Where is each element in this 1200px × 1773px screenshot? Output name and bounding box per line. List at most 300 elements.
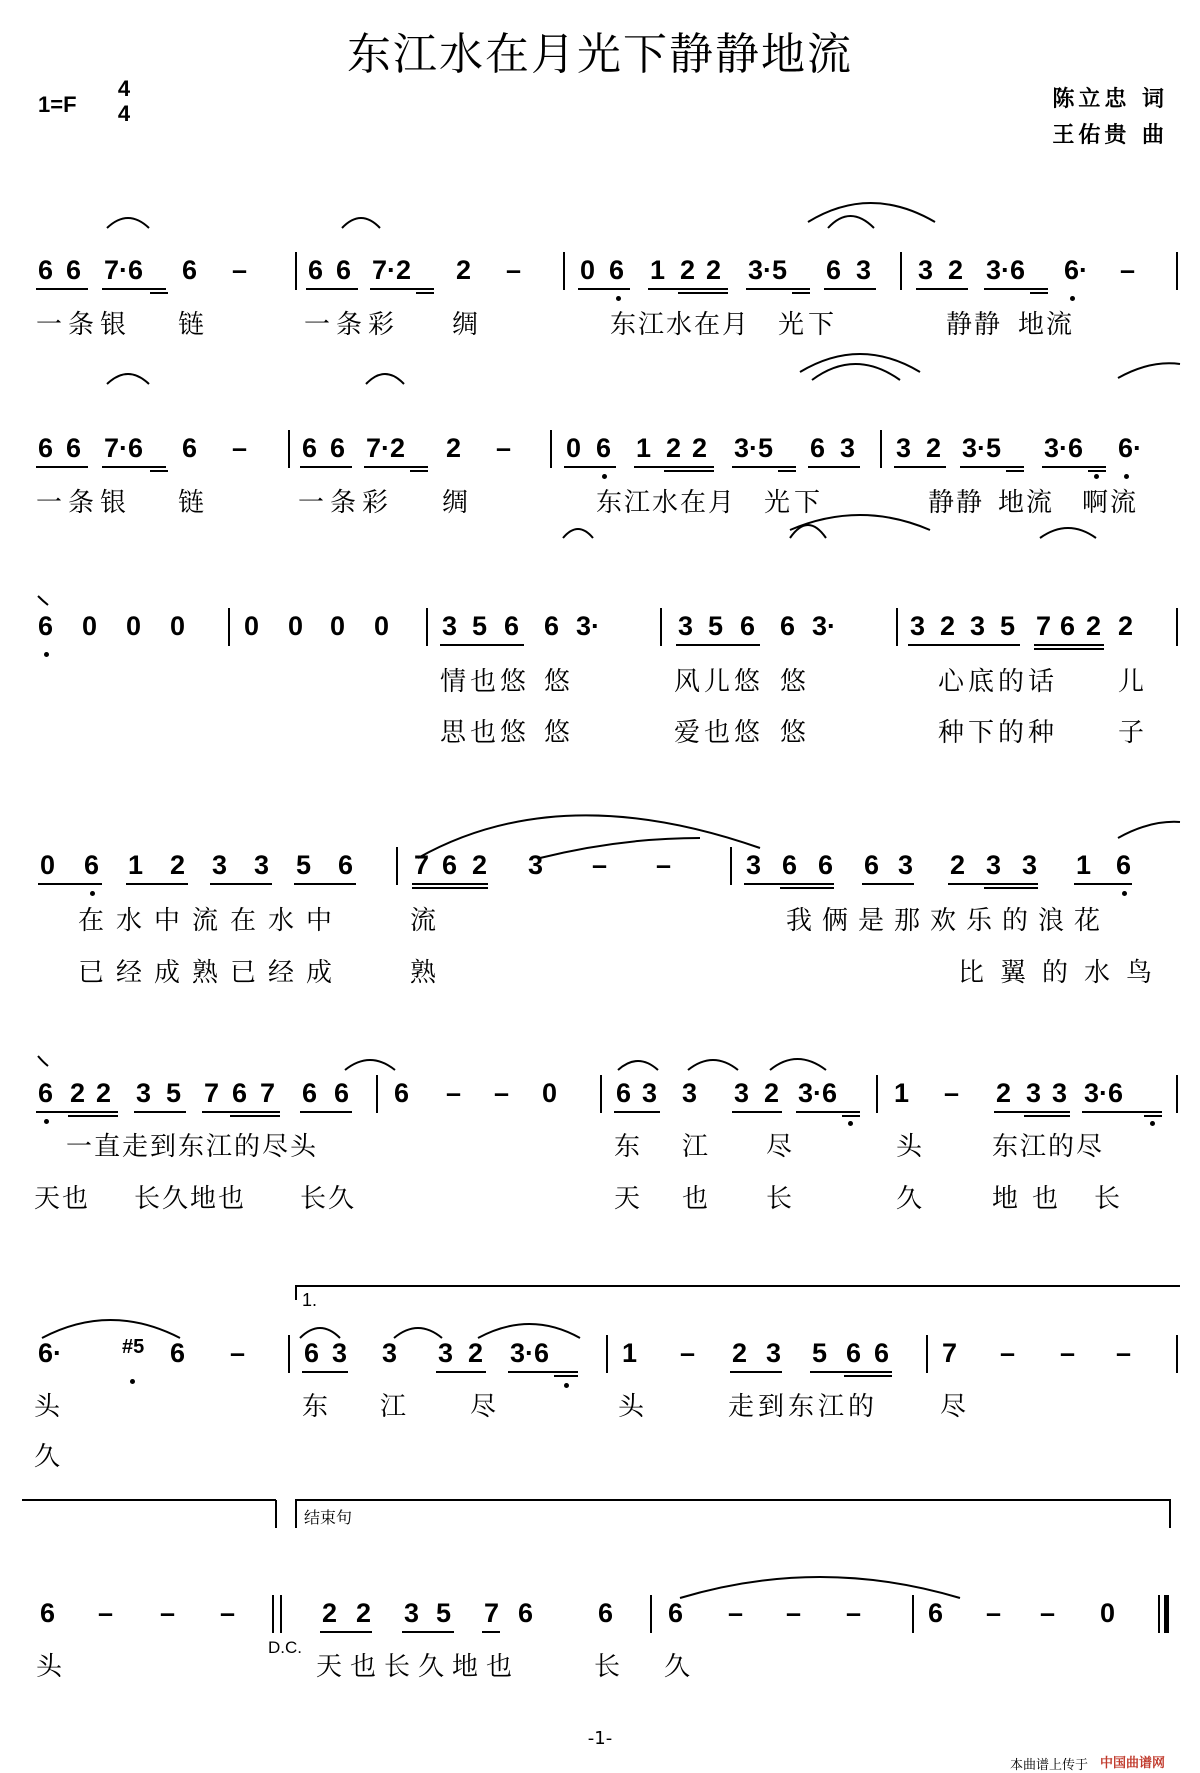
lyric: 子 [1118,718,1145,748]
note: 0 [82,611,98,641]
sixteenth-beam [1144,1115,1162,1117]
note: 2 [706,255,722,285]
sixteenth-beam [664,470,714,472]
dash: – [944,1078,960,1108]
eighth-beam [824,288,876,290]
note: 3 [986,850,1002,880]
note: 3 [682,1078,698,1108]
note: 2 [70,1078,86,1108]
note: 6 [182,433,198,463]
note: 6 [1116,850,1132,880]
note: 6 [302,433,318,463]
note: 0 [288,611,304,641]
lyric: 链 [178,488,205,518]
lyric: 东 [614,1132,641,1162]
low-octave-dot [1094,474,1099,479]
dash: – [496,433,512,463]
lyric: 一条彩 [304,310,401,340]
eighth-beam [634,466,714,468]
low-octave-dot [130,1379,135,1384]
note: 3·6 [986,255,1026,285]
low-octave-dot [1070,296,1075,301]
eighth-beam [894,466,946,468]
note: 7·2 [366,433,406,463]
note: 7·2 [372,255,412,285]
lyric: 已经成熟已经成 [78,958,345,988]
eighth-beam [300,1111,352,1113]
eighth-beam [732,466,796,468]
eighth-beam [916,288,968,290]
note: 3 [332,1338,348,1368]
note: 2 [170,850,186,880]
lyric: 心底的话 [938,667,1059,697]
barline [1176,1075,1178,1113]
note: 6 [818,850,834,880]
dash: – [230,1338,246,1368]
ending-section-label: 结束句 [304,1508,353,1527]
low-octave-dot [44,1119,49,1124]
note: 3 [382,1338,398,1368]
dash: – [656,850,672,880]
eighth-beam [36,288,88,290]
lyric: 头 [618,1392,645,1422]
lyric: 头 [34,1392,61,1422]
lyric: 久 [896,1184,923,1214]
note: 3·6 [1084,1078,1124,1108]
lyric: 久 [34,1442,61,1472]
eighth-beam [300,466,352,468]
lyric: 悠 [544,718,571,748]
lyric: 尽 [766,1132,793,1162]
dc-mark: D.C. [268,1638,302,1657]
note: 2 [732,1338,748,1368]
lyric: 长久地也 [134,1184,247,1214]
lyric: 一条银 [36,310,133,340]
note: 7·6 [104,255,144,285]
site-logo-text: 中国曲谱网 [1100,1756,1166,1771]
lyric: 走到东江的 [728,1392,879,1422]
note: 6 [38,433,54,463]
note: 6 [38,1078,54,1108]
final-barline [1164,1595,1169,1633]
eighth-beam [648,288,728,290]
low-octave-dot [1124,474,1129,479]
note: 2 [456,255,472,285]
note: 2 [322,1598,338,1628]
eighth-beam [578,288,630,290]
eighth-beam [102,288,166,290]
low-octave-dot [90,891,95,896]
note: 2 [948,255,964,285]
eighth-beam [36,1111,118,1113]
note: 2 [666,433,682,463]
eighth-beam [908,644,1020,646]
lyric: 悠 [780,718,807,748]
eighth-beam [364,466,428,468]
note: 6 [182,255,198,285]
note: 0 [126,611,142,641]
note: 6 [740,611,756,641]
note: 6 [302,1078,318,1108]
eighth-beam [730,1371,782,1373]
note: 2 [996,1078,1012,1108]
eighth-beam [440,644,524,646]
note: 6· [38,1338,63,1368]
dash: – [232,255,248,285]
sixteenth-beam [554,1375,578,1377]
barline [876,1075,878,1113]
low-octave-dot [848,1121,853,1126]
dash: – [592,850,608,880]
barline [426,608,428,646]
double-barline [280,1595,282,1633]
sixteenth-beam [68,1115,118,1117]
lyric: 比翼的水鸟 [958,958,1169,988]
lyric: 地流 [998,488,1055,518]
note: 0 [244,611,260,641]
note: 6· [1064,255,1089,285]
note: 5 [166,1078,182,1108]
note: 2 [356,1598,372,1628]
eighth-beam [1074,883,1132,885]
dash: – [160,1598,176,1628]
dash: – [1040,1598,1056,1628]
barline [880,430,882,468]
note: 2 [96,1078,112,1108]
lyric: 东江的尽 [992,1132,1105,1162]
note: 6 [38,255,54,285]
note: 3 [136,1078,152,1108]
note: 2 [950,850,966,880]
note: 5 [436,1598,452,1628]
note: 6 [232,1078,248,1108]
eighth-beam [436,1371,486,1373]
sixteenth-beam [416,292,434,294]
low-octave-dot [1122,891,1127,896]
eighth-beam [746,288,810,290]
note: 1 [650,255,666,285]
eighth-beam [126,883,188,885]
sixteenth-beam [150,470,168,472]
rest: 0 [542,1078,558,1108]
eighth-beam [808,466,860,468]
sixteenth-beam [1024,1115,1070,1117]
key-signature: 1=F [38,92,77,117]
note: 6 [810,433,826,463]
note: 6 [518,1598,534,1628]
sixteenth-beam [678,292,728,294]
low-octave-dot [1150,1121,1155,1126]
double-barline [272,1595,274,1633]
dash: – [1120,255,1136,285]
note: 6 [394,1078,410,1108]
note: 2 [926,433,942,463]
lyric: 头 [896,1132,923,1162]
note: 6 [544,611,560,641]
note: 6 [336,255,352,285]
eighth-beam [744,883,834,885]
lyric: 种下的种 [938,718,1059,748]
dash: – [986,1598,1002,1628]
note: 6 [1060,611,1076,641]
lyric: 一条银 [36,488,133,518]
note: 3 [910,611,926,641]
eighth-beam [412,883,488,885]
barline [228,608,230,646]
dash: – [446,1078,462,1108]
low-octave-dot [602,474,607,479]
sixteenth-beam [150,292,168,294]
lyric: 悠 [544,667,571,697]
lyric: 也 [682,1184,709,1214]
note: 1 [128,850,144,880]
sixteenth-beam [984,887,1038,889]
note: 0 [330,611,346,641]
low-octave-dot [564,1383,569,1388]
lyric: 光下 [778,310,839,340]
lyric: 一条彩 [298,488,395,518]
barline [295,252,297,290]
dash: – [232,433,248,463]
note: 2 [446,433,462,463]
note: 5 [812,1338,828,1368]
note: 3 [766,1338,782,1368]
barline [730,847,732,885]
note: 1 [894,1078,910,1108]
page-number: -1- [587,1728,613,1749]
note: 3 [970,611,986,641]
dash: – [1060,1338,1076,1368]
dash: – [506,255,522,285]
note: 6 [38,611,54,641]
lyric: 地也 [992,1184,1073,1214]
eighth-beam [948,883,1038,885]
note: 3 [746,850,762,880]
note: 3·6 [510,1338,550,1368]
note: 3 [442,611,458,641]
barline [1176,608,1178,646]
lyric: 我俩是那欢乐的浪花 [786,906,1111,936]
sixteenth-beam [792,292,810,294]
note: 3 [918,255,934,285]
lyric: 悠 [780,667,807,697]
lyric: 久 [664,1652,691,1682]
note: 3·6 [1044,433,1084,463]
barline [900,252,902,290]
note: 0 [170,611,186,641]
barline [288,430,290,468]
note: 6 [780,611,796,641]
note: 3 [212,850,228,880]
note: 6 [928,1598,944,1628]
note: 6 [66,433,82,463]
note: 6 [782,850,798,880]
dash: – [1000,1338,1016,1368]
note: 1 [622,1338,638,1368]
note: 6 [609,255,625,285]
lyric: 长久 [300,1184,357,1214]
eighth-beam [1082,1111,1162,1113]
lyric: 在水中流在水中 [78,906,345,936]
lyricist-credit: 陈立忠 词 [1052,86,1168,112]
note: 0 [40,850,56,880]
eighth-beam [102,466,166,468]
lyric: 静静 [946,310,1003,340]
eighth-beam [306,288,358,290]
lyric: 长 [1094,1184,1121,1214]
note: 3 [1022,850,1038,880]
barline [606,1335,608,1373]
dash: – [728,1598,744,1628]
lyric: 江 [380,1392,407,1422]
lyric: 一直走到东江的尽头 [66,1132,319,1162]
note: 3 [678,611,694,641]
barline [1176,252,1178,290]
eighth-beam [38,883,102,885]
note: 1 [1076,850,1092,880]
note: 7 [942,1338,958,1368]
note: 2 [1086,611,1102,641]
barline [1176,1335,1178,1373]
sixteenth-beam [410,470,428,472]
note: 6 [596,433,612,463]
note: 6 [442,850,458,880]
sixteenth-beam [1006,470,1024,472]
note: 3 [840,433,856,463]
lyric: 尽 [940,1392,967,1422]
lyric: 长 [594,1652,621,1682]
note: 5 [708,611,724,641]
lyric: 尽 [470,1392,497,1422]
note: 6 [308,255,324,285]
note: 3 [528,850,544,880]
note: 3· [812,611,837,641]
note: 6 [334,1078,350,1108]
eighth-beam [984,288,1048,290]
lyric: 熟 [410,958,437,988]
lyric: 爱也悠 [674,718,765,748]
note: 6· [1118,433,1143,463]
note: 6 [846,1338,862,1368]
eighth-beam [614,1111,660,1113]
lyric: 头 [36,1652,63,1682]
sixteenth-beam [844,1375,892,1377]
lyric: 啊流 [1082,488,1139,518]
note: 6 [66,255,82,285]
barline [376,1075,378,1113]
note: 3 [896,433,912,463]
note: 7 [260,1078,276,1108]
eighth-beam [134,1111,186,1113]
note: 6 [504,611,520,641]
lyric: 绸 [452,310,479,340]
note: 5 [296,850,312,880]
note: 2 [472,850,488,880]
eighth-beam [1034,644,1104,646]
eighth-beam [508,1371,578,1373]
note: 3 [438,1338,454,1368]
eighth-beam [862,883,914,885]
dash: – [220,1598,236,1628]
final-barline [1158,1595,1160,1633]
dash: – [1116,1338,1132,1368]
barline [288,1335,290,1373]
eighth-beam [302,1371,348,1373]
note: 3 [642,1078,658,1108]
dash: – [786,1598,802,1628]
note: 2 [764,1078,780,1108]
upload-note: 本曲谱上传于 [1010,1758,1089,1773]
note: 3·5 [748,255,788,285]
note: 3 [1052,1078,1068,1108]
lyric: 光下 [764,488,825,518]
sixteenth-beam [842,1115,860,1117]
dash: – [680,1338,696,1368]
note: 5 [472,611,488,641]
lyric: 流 [410,906,437,936]
song-title: 东江水在月光下静静地流 [347,29,853,80]
lyric: 东江水在月 [596,488,737,518]
dash: – [846,1598,862,1628]
time-sig-bottom: 4 [117,101,131,126]
note: 1 [636,433,652,463]
note: 3· [576,611,601,641]
note: 3 [734,1078,750,1108]
eighth-beam [1042,466,1106,468]
note: 0 [566,433,582,463]
lyric: 东江水在月 [610,310,751,340]
note: 6 [338,850,354,880]
lyric: 儿 [1118,667,1145,697]
note: 6 [330,433,346,463]
note: 3 [1026,1078,1042,1108]
barline [660,608,662,646]
low-octave-dot [616,296,621,301]
lyric: 思也悠 [440,718,531,748]
note: 6 [304,1338,320,1368]
lyric: 天也长久地也 [316,1652,521,1682]
eighth-beam [676,644,760,646]
note: 7·6 [104,433,144,463]
lyric: 静静 [928,488,985,518]
barline [912,1595,914,1633]
note: 3 [856,255,872,285]
note: 3·6 [798,1078,838,1108]
sixteenth-beam [778,470,796,472]
sixteenth-beam [1030,292,1048,294]
note: 0 [580,255,596,285]
note: 6 [668,1598,684,1628]
eighth-beam [370,288,434,290]
note: 3 [404,1598,420,1628]
eighth-beam [564,466,616,468]
note: 2 [468,1338,484,1368]
dash: – [98,1598,114,1628]
sharp-note: #5 [122,1336,145,1358]
lyric: 长 [766,1184,793,1214]
eighth-beam [210,883,272,885]
note: 2 [692,433,708,463]
dash: – [494,1078,510,1108]
note: 7 [204,1078,220,1108]
barline [896,608,898,646]
note: 6 [616,1078,632,1108]
note: 3·5 [962,433,1002,463]
low-octave-dot [44,652,49,657]
lyric: 天也 [34,1184,91,1214]
barline [550,430,552,468]
barline [600,1075,602,1113]
